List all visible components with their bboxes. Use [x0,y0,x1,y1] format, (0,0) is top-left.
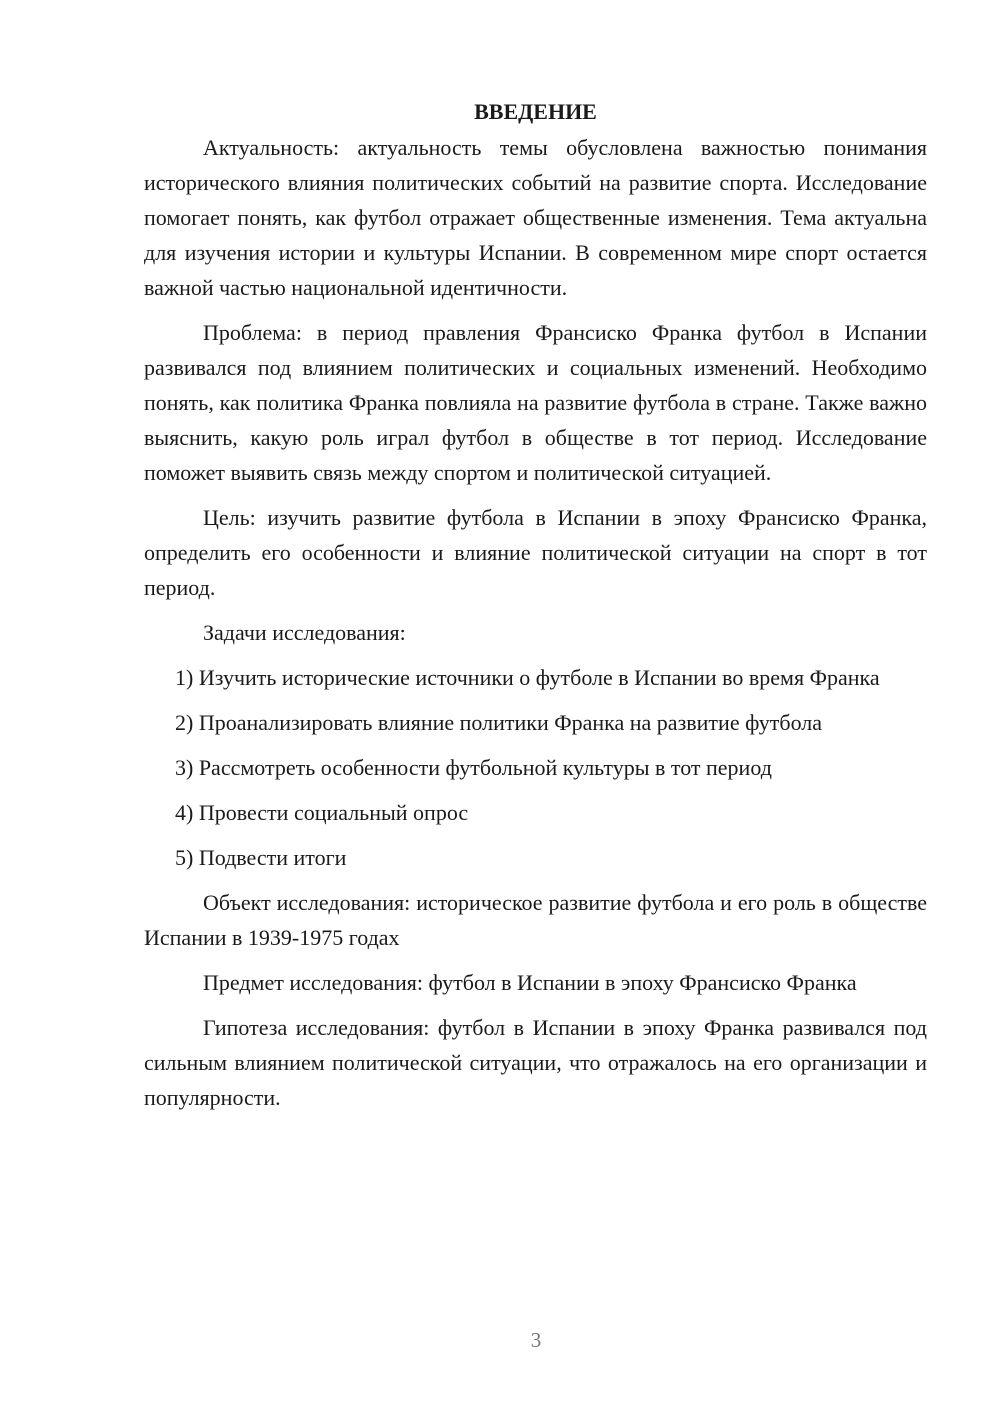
paragraph-subject: Предмет исследования: футбол в Испании в эпоху Франсиско Франка [203,970,857,995]
task-item-5: 5) Подвести итоги [175,845,347,870]
task-item-3: 3) Рассмотреть особенности футбольной культуры в тот период [175,755,772,780]
task-item-2: 2) Проанализировать влияние политики Франка на развитие футбола [175,710,823,735]
task-item-1: 1) Изучить исторические источники о футболе в Испании во время Франка [175,665,880,690]
tasks-heading: Задачи исследования: [203,620,406,645]
task-item-4: 4) Провести социальный опрос [175,800,469,825]
paragraph-relevance: Актуальность: актуальность темы обусловлена важностью понимания исторического влияния политических событий на развитие спорта. Исследование помогает понять, как футбол отражает общественные изменения. Тема актуальна для изучения истории и культуры Испании. В современном мире спорт остается важной частью национальной идентичности. [144,135,927,300]
paragraph-problem: Проблема: в период правления Франсиско Франка футбол в Испании развивался под влиянием политических и социальных изменений. Необходимо понять, как политика Франка повлияла на развитие футбола в стране. Также важно выяснить, какую роль играл футбол в обществе в тот период. Исследование поможет выявить связь между спортом и политической ситуацией. [144,320,927,485]
section-heading: ВВЕДЕНИЕ [474,99,597,124]
page-number: 3 [530,1328,542,1352]
paragraph-goal: Цель: изучить развитие футбола в Испании в эпоху Франсиско Франка, определить его особенности и влияние политической ситуации на спорт в тот период. [144,505,927,600]
paragraph-object: Объект исследования: историческое развитие футбола и его роль в обществе Испании в 1939-1975 годах [144,890,927,950]
page-content [144,94,927,1125]
paragraph-hypothesis: Гипотеза исследования: футбол в Испании в эпоху Франка развивался под сильным влиянием политической ситуации, что отражалось на его организации и популярности. [144,1015,927,1110]
